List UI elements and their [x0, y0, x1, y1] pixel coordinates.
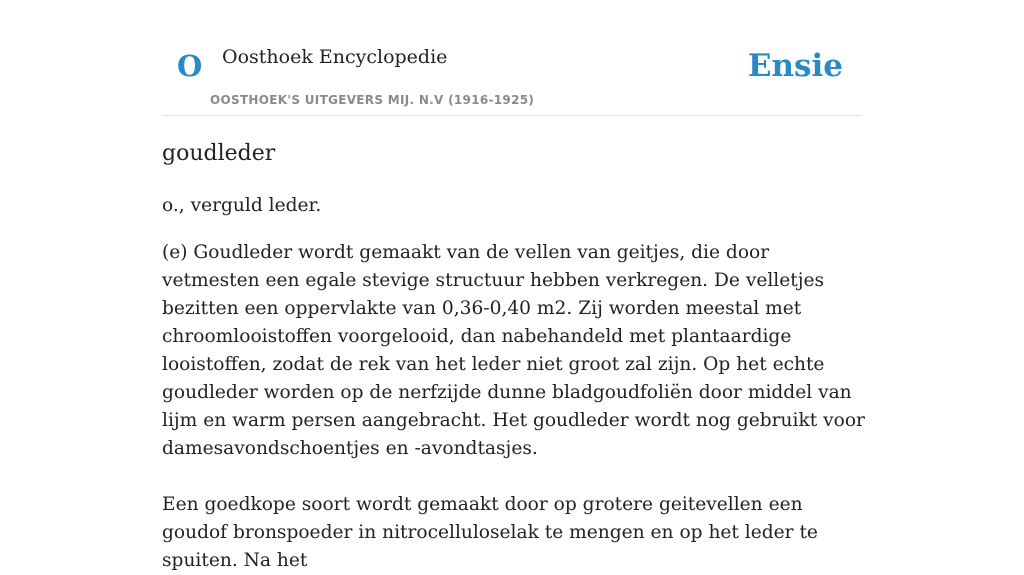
- article-title: goudleder: [162, 141, 276, 166]
- encyclopedia-header: [162, 40, 862, 116]
- article-definition: o., verguld leder.: [162, 195, 322, 216]
- article-paragraph: Een goedkope soort wordt gemaakt door op grotere geitevellen een goudof bronspoeder in nitrocelluloselak te mengen en op het leder te spuiten. Na het: [162, 494, 818, 571]
- ensie-logo[interactable]: Ensie: [747, 48, 843, 84]
- article-content: [162, 138, 872, 575]
- article-paragraph: (e) Goudleder wordt gemaakt van de vellen van geitjes, die door vetmesten een egale stevige structuur hebben verkregen. De velletjes bezitten een oppervlakte van 0,36-0,40 m2. Zij worden meestal met chroomlooistoffen voorgelooid, dan nabehandeld met plantaardige looistoffen, zodat de rek van het leder niet groot zal zijn. Op het echte goudleder worden op de nerfzijde dunne bladgoudfoliën door middel van lijm en warm persen aangebracht. Het goudleder wordt nog gebruikt voor damesavondschoentjes en -avondtasjes.: [162, 242, 865, 459]
- publisher-label: OOSTHOEK'S UITGEVERS MIJ. N.V (1916-1925): [210, 93, 535, 107]
- encyclopedia-logo[interactable]: O: [177, 49, 203, 83]
- encyclopedia-title[interactable]: Oosthoek Encyclopedie: [222, 46, 448, 68]
